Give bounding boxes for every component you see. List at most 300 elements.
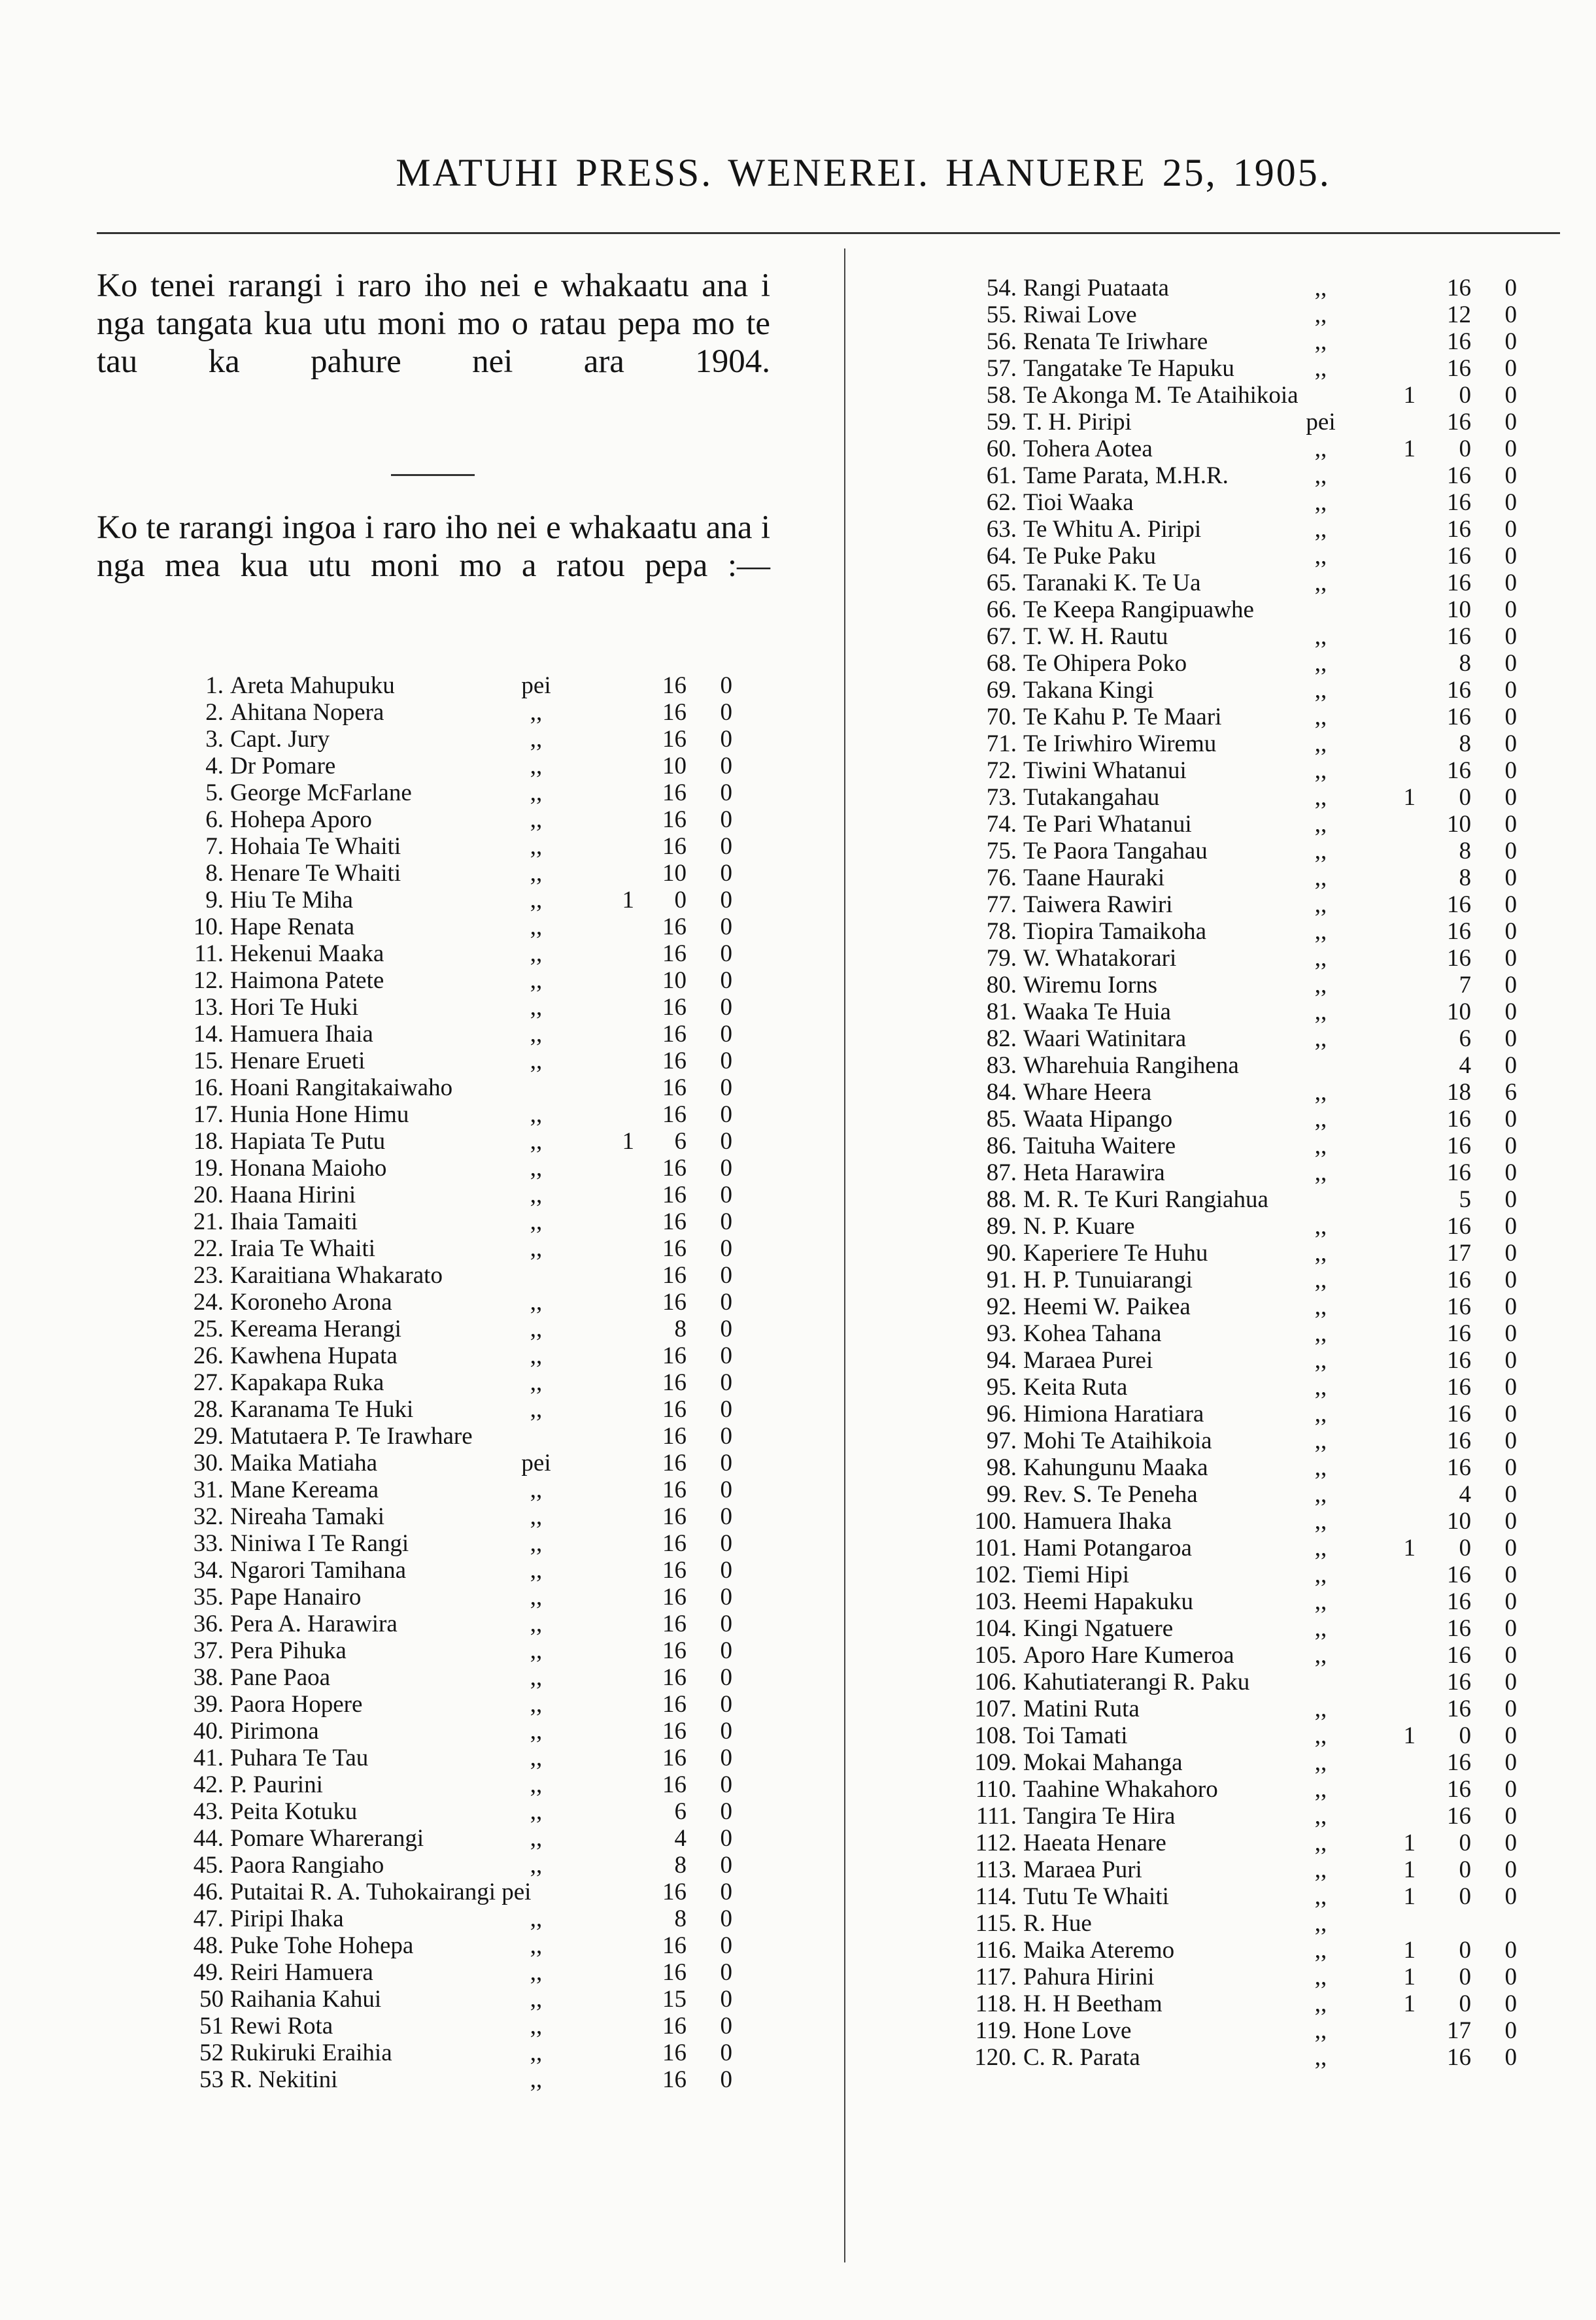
entry-name: Taranaki K. Te Ua	[1023, 570, 1201, 596]
entry-mark: ,,	[530, 1316, 543, 1342]
entry-shil: 16	[1447, 1159, 1471, 1186]
entry-mark: ,,	[1314, 328, 1327, 355]
entry-num: 60.	[986, 435, 1017, 462]
entry-mark: ,,	[530, 967, 543, 994]
entry-shil: 8	[674, 1905, 687, 1932]
entry-name: Matini Ruta	[1023, 1696, 1140, 1722]
entry-name: T. H. Piripi	[1023, 409, 1132, 435]
entry-name: Hoani Rangitakaiwaho	[230, 1074, 453, 1101]
entry-pence: 0	[720, 1101, 732, 1128]
entry-name: Te Whitu A. Piripi	[1023, 516, 1202, 543]
entry-mark: ,,	[1314, 1561, 1327, 1588]
entry-num: 28.	[193, 1396, 224, 1423]
entry-num: 24.	[193, 1289, 224, 1316]
entry-shil: 16	[662, 1369, 687, 1396]
entry-name: Hone Love	[1023, 2017, 1132, 2044]
entry-mark: ,,	[530, 887, 543, 913]
entry-mark: ,,	[530, 1342, 543, 1369]
entry-name: Kohea Tahana	[1023, 1320, 1162, 1347]
entry-name: Toi Tamati	[1023, 1722, 1128, 1749]
entry-name: Te Puke Paku	[1023, 543, 1156, 570]
entry-num: 59.	[986, 409, 1017, 435]
entry-mark: ,,	[1314, 1267, 1327, 1293]
entry-name: Himiona Haratiara	[1023, 1401, 1204, 1427]
entry-shil: 16	[1447, 1561, 1471, 1588]
entry-mark: ,,	[530, 994, 543, 1021]
entry-name: Hohaia Te Whaiti	[230, 833, 401, 860]
entry-pence: 0	[720, 887, 732, 913]
entry-pence: 0	[1504, 1803, 1517, 1830]
entry-mark: ,,	[1314, 1374, 1327, 1401]
entry-name: Hohepa Aporo	[230, 806, 372, 833]
entry-mark: ,,	[530, 1691, 543, 1718]
entry-pence: 0	[1504, 1213, 1517, 1240]
entry-mark: ,,	[530, 2066, 543, 2093]
entry-shil: 17	[1447, 1240, 1471, 1267]
entry-shil: 16	[662, 1664, 687, 1691]
entry-mark: ,,	[1314, 1615, 1327, 1642]
entry-name: Ahitana Nopera	[230, 699, 384, 726]
entry-num: 100.	[974, 1508, 1017, 1535]
entry-pence: 0	[720, 2013, 732, 2039]
entry-shil: 16	[1447, 1642, 1471, 1669]
entry-num: 7.	[205, 833, 224, 860]
entry-pence: 0	[720, 1450, 732, 1476]
entry-num: 94.	[986, 1347, 1017, 1374]
entry-num: 13.	[193, 994, 224, 1021]
entry-num: 34.	[193, 1557, 224, 1584]
entry-pence: 0	[720, 1128, 732, 1155]
entry-name: Heta Harawira	[1023, 1159, 1165, 1186]
entry-pence: 0	[1504, 730, 1517, 757]
entry-pence: 0	[1504, 1347, 1517, 1374]
entry-name: R. Hue	[1023, 1910, 1092, 1937]
intro-text-2: Ko te rarangi ingoa i raro iho nei e whakaatu ana i nga mea kua utu moni mo a ratou pepa :—	[97, 509, 770, 584]
entry-shil: 16	[662, 913, 687, 940]
entry-shil: 16	[1447, 1320, 1471, 1347]
entry-num: 40.	[193, 1718, 224, 1745]
entry-mark: ,,	[530, 1932, 543, 1959]
entry-num: 86.	[986, 1133, 1017, 1159]
entry-pence: 0	[1504, 516, 1517, 543]
entry-mark: ,,	[1314, 945, 1327, 972]
entry-name: Te Pari Whatanui	[1023, 811, 1192, 838]
entry-num: 88.	[986, 1186, 1017, 1213]
entry-mark: ,,	[530, 860, 543, 887]
entry-pence: 0	[720, 1664, 732, 1691]
entry-mark: ,,	[530, 1182, 543, 1208]
entry-pence: 0	[1504, 1508, 1517, 1535]
entry-pence: 0	[1504, 623, 1517, 650]
entry-pence: 0	[1504, 462, 1517, 489]
entry-num: 27.	[193, 1369, 224, 1396]
entry-shil: 16	[662, 1423, 687, 1450]
entry-mark: ,,	[530, 1021, 543, 1048]
entry-num: 98.	[986, 1454, 1017, 1481]
entry-shil: 16	[1447, 1588, 1471, 1615]
entry-name: Iraia Te Whaiti	[230, 1235, 376, 1262]
entry-shil: 16	[1447, 2044, 1471, 2071]
entry-pence: 0	[720, 1584, 732, 1611]
entry-shil: 10	[662, 967, 687, 994]
entry-pence: 0	[1504, 650, 1517, 677]
entry-name: Haeata Henare	[1023, 1830, 1166, 1856]
entry-num: 8.	[205, 860, 224, 887]
entry-num: 41.	[193, 1745, 224, 1771]
entry-shil: 6	[674, 1798, 687, 1825]
entry-num: 84.	[986, 1079, 1017, 1106]
entry-name: Te Ohipera Poko	[1023, 650, 1187, 677]
entry-mark: ,,	[1314, 1642, 1327, 1669]
entry-num: 47.	[193, 1905, 224, 1932]
entry-name: Haana Hirini	[230, 1182, 356, 1208]
entry-pence: 0	[720, 860, 732, 887]
entry-num: 107.	[974, 1696, 1017, 1722]
entry-mark: ,,	[530, 1584, 543, 1611]
entry-pence: 0	[720, 1503, 732, 1530]
entry-num: 66.	[986, 596, 1017, 623]
entry-pence: 0	[720, 1182, 732, 1208]
entry-mark: ,,	[1314, 1830, 1327, 1856]
entry-pence: 0	[720, 1155, 732, 1182]
entry-mark: ,,	[530, 1208, 543, 1235]
entry-mark: ,,	[530, 940, 543, 967]
entry-mark: ,,	[1314, 650, 1327, 677]
entry-name: Puke Tohe Hohepa	[230, 1932, 414, 1959]
entry-shil: 16	[662, 779, 687, 806]
entry-pence: 0	[720, 1798, 732, 1825]
entry-num: 118.	[975, 1990, 1017, 2017]
entry-mark: ,,	[530, 2039, 543, 2066]
entry-name: Tioi Waaka	[1023, 489, 1134, 516]
entry-num: 65.	[986, 570, 1017, 596]
entry-pence: 0	[1504, 918, 1517, 945]
entry-name: Riwai Love	[1023, 301, 1137, 328]
entry-shil: 4	[1459, 1481, 1471, 1508]
entry-name: R. Nekitini	[230, 2066, 338, 2093]
entry-pence: 0	[1504, 998, 1517, 1025]
entry-pence: 0	[720, 1342, 732, 1369]
entry-pence: 0	[720, 1396, 732, 1423]
entry-pence: 0	[1504, 275, 1517, 301]
entry-num: 62.	[986, 489, 1017, 516]
entry-shil: 16	[1447, 570, 1471, 596]
entry-num: 87.	[986, 1159, 1017, 1186]
entry-name: Hunia Hone Himu	[230, 1101, 409, 1128]
entry-shil: 16	[1447, 623, 1471, 650]
entry-num: 43.	[193, 1798, 224, 1825]
entry-name: T. W. H. Rautu	[1023, 623, 1168, 650]
entry-shil: 16	[662, 2039, 687, 2066]
entry-shil: 16	[1447, 1427, 1471, 1454]
entry-num: 32.	[193, 1503, 224, 1530]
entry-pence: 0	[720, 1476, 732, 1503]
entry-mark: ,,	[530, 806, 543, 833]
entry-pence: 0	[1504, 1696, 1517, 1722]
entry-mark: ,,	[530, 1986, 543, 2013]
entry-mark: ,,	[530, 1101, 543, 1128]
entry-name: Maika Matiaha	[230, 1450, 377, 1476]
entry-shil: 7	[1459, 972, 1471, 998]
entry-num: 63.	[986, 516, 1017, 543]
entry-shil: 16	[662, 1074, 687, 1101]
entry-mark: ,,	[1314, 730, 1327, 757]
entry-num: 69.	[986, 677, 1017, 704]
entry-mark: ,,	[530, 833, 543, 860]
entry-name: Waari Watinitara	[1023, 1025, 1187, 1052]
entry-mark: ,,	[1314, 1722, 1327, 1749]
entry-name: Taane Hauraki	[1023, 864, 1165, 891]
entry-shil: 16	[1447, 1106, 1471, 1133]
entry-shil: 8	[674, 1852, 687, 1879]
entry-mark: ,,	[530, 1771, 543, 1798]
entry-num: 114.	[975, 1883, 1017, 1910]
entry-pence: 0	[1504, 1990, 1517, 2017]
entry-pence: 0	[720, 672, 732, 699]
entry-shil: 8	[674, 1316, 687, 1342]
entry-name: Putaitai R. A. Tuhokairangi pei	[230, 1879, 532, 1905]
entry-name: George McFarlane	[230, 779, 412, 806]
entry-shil: 16	[662, 1557, 687, 1584]
entry-pence: 0	[1504, 1320, 1517, 1347]
entry-num: 10.	[193, 913, 224, 940]
column-divider	[844, 248, 845, 2262]
entry-pence: 0	[1504, 328, 1517, 355]
entry-mark: ,,	[1314, 1106, 1327, 1133]
entry-shil: 16	[1447, 1749, 1471, 1776]
entry-shil: 6	[1459, 1025, 1471, 1052]
entry-num: 2.	[205, 699, 224, 726]
entry-num: 44.	[193, 1825, 224, 1852]
entry-num: 17.	[193, 1101, 224, 1128]
entry-mark: ,,	[530, 2013, 543, 2039]
entry-mark: ,,	[1314, 811, 1327, 838]
entry-name: Keita Ruta	[1023, 1374, 1128, 1401]
entry-shil: 16	[662, 1745, 687, 1771]
entry-num: 80.	[986, 972, 1017, 998]
entry-shil: 16	[1447, 1669, 1471, 1696]
entry-mark: ,,	[530, 1611, 543, 1637]
entry-mark: ,,	[1314, 1347, 1327, 1374]
entry-name: Hamuera Ihaia	[230, 1021, 373, 1048]
entry-name: Paora Rangiaho	[230, 1852, 384, 1879]
entry-pence: 0	[720, 1959, 732, 1986]
entry-shil: 16	[662, 1262, 687, 1289]
entry-name: Te Paora Tangahau	[1023, 838, 1208, 864]
entry-name: Reiri Hamuera	[230, 1959, 373, 1986]
entry-pence: 0	[720, 1852, 732, 1879]
entry-shil: 16	[662, 806, 687, 833]
entry-num: 73.	[986, 784, 1017, 811]
entry-pence: 0	[720, 1530, 732, 1557]
entry-name: W. Whatakorari	[1023, 945, 1177, 972]
entry-pence: 0	[1504, 1642, 1517, 1669]
entry-pence: 0	[720, 1316, 732, 1342]
entry-shil: 10	[1447, 596, 1471, 623]
entry-shil: 10	[662, 860, 687, 887]
entry-shil: 0	[1459, 1830, 1471, 1856]
header-rule	[97, 232, 1560, 234]
entry-name: Pape Hanairo	[230, 1584, 362, 1611]
entry-pence: 0	[1504, 811, 1517, 838]
entry-name: Kahungunu Maaka	[1023, 1454, 1208, 1481]
entry-mark: ,,	[1314, 1937, 1327, 1964]
intro-text-1: Ko tenei rarangi i raro iho nei e whakaatu ana i nga tangata kua utu moni mo o ratau pepa mo te tau ka pahure nei ara 1904.	[97, 267, 770, 380]
entry-pence: 0	[720, 753, 732, 779]
entry-name: Kahutiaterangi R. Paku	[1023, 1669, 1250, 1696]
entry-shil: 0	[1459, 1937, 1471, 1964]
entry-mark: ,,	[1314, 918, 1327, 945]
entry-name: Pera A. Harawira	[230, 1611, 398, 1637]
entry-num: 113.	[975, 1856, 1017, 1883]
entry-shil: 16	[1447, 918, 1471, 945]
entry-pence: 0	[720, 1745, 732, 1771]
entry-pence: 0	[1504, 704, 1517, 730]
entry-mark: ,,	[1314, 864, 1327, 891]
entry-num: 3.	[205, 726, 224, 753]
entry-num: 82.	[986, 1025, 1017, 1052]
entry-shil: 16	[662, 1101, 687, 1128]
entry-num: 36.	[193, 1611, 224, 1637]
entry-mark: pei	[521, 1450, 551, 1476]
entry-pound: 1	[1403, 435, 1416, 462]
entry-num: 89.	[986, 1213, 1017, 1240]
entry-shil: 16	[1447, 1454, 1471, 1481]
entry-pence: 0	[1504, 891, 1517, 918]
entry-shil: 16	[1447, 1803, 1471, 1830]
entry-num: 67.	[986, 623, 1017, 650]
entry-shil: 10	[662, 753, 687, 779]
entry-name: Kaperiere Te Huhu	[1023, 1240, 1208, 1267]
entry-mark: ,,	[530, 1798, 543, 1825]
entry-shil: 16	[662, 1530, 687, 1557]
entry-name: Hiu Te Miha	[230, 887, 353, 913]
entry-shil: 16	[662, 1048, 687, 1074]
entry-mark: pei	[1306, 409, 1336, 435]
entry-num: 30.	[193, 1450, 224, 1476]
entry-num: 68.	[986, 650, 1017, 677]
entry-shil: 16	[662, 1289, 687, 1316]
entry-name: Karanama Te Huki	[230, 1396, 414, 1423]
entry-num: 119.	[975, 2017, 1017, 2044]
entry-pence: 0	[1504, 945, 1517, 972]
entry-pence: 0	[1504, 1669, 1517, 1696]
entry-name: Rangi Puataata	[1023, 275, 1169, 301]
entry-name: Niniwa I Te Rangi	[230, 1530, 409, 1557]
entry-mark: ,,	[1314, 757, 1327, 784]
entry-name: Tutakangahau	[1023, 784, 1160, 811]
entry-pence: 0	[1504, 1133, 1517, 1159]
entry-name: M. R. Te Kuri Rangiahua	[1023, 1186, 1268, 1213]
entry-num: 5.	[205, 779, 224, 806]
entry-mark: ,,	[1314, 1401, 1327, 1427]
entry-mark: ,,	[1314, 2044, 1327, 2071]
entry-mark: ,,	[1314, 891, 1327, 918]
entry-shil: 16	[662, 994, 687, 1021]
entry-shil: 6	[674, 1128, 687, 1155]
entry-shil: 0	[1459, 1722, 1471, 1749]
entry-num: 45.	[193, 1852, 224, 1879]
entry-pence: 0	[1504, 1159, 1517, 1186]
entry-num: 29.	[193, 1423, 224, 1450]
entry-mark: ,,	[1314, 677, 1327, 704]
entry-pence: 0	[1504, 543, 1517, 570]
entry-shil: 16	[662, 1235, 687, 1262]
entry-shil: 0	[1459, 1964, 1471, 1990]
entry-pence: 0	[720, 833, 732, 860]
entry-num: 12.	[193, 967, 224, 994]
intro-paragraph-2	[97, 509, 770, 585]
entry-name: Whare Heera	[1023, 1079, 1152, 1106]
entry-num: 83.	[986, 1052, 1017, 1079]
entry-name: Hami Potangaroa	[1023, 1535, 1192, 1561]
entry-shil: 16	[662, 1584, 687, 1611]
entry-pence: 0	[720, 940, 732, 967]
entry-shil: 16	[662, 833, 687, 860]
entry-num: 116.	[975, 1937, 1017, 1964]
entry-mark: ,,	[530, 1396, 543, 1423]
entry-name: Tame Parata, M.H.R.	[1023, 462, 1229, 489]
entry-num: 85.	[986, 1106, 1017, 1133]
entry-pence: 6	[1504, 1079, 1517, 1106]
entry-num: 39.	[193, 1691, 224, 1718]
entry-name: Rewi Rota	[230, 2013, 333, 2039]
entry-mark: ,,	[530, 1503, 543, 1530]
entry-pence: 0	[720, 1021, 732, 1048]
entry-name: Waaka Te Huia	[1023, 998, 1171, 1025]
entry-shil: 0	[1459, 784, 1471, 811]
entry-name: Tiopira Tamaikoha	[1023, 918, 1207, 945]
entry-shil: 16	[1447, 543, 1471, 570]
entry-pence: 0	[720, 1208, 732, 1235]
entry-name: Peita Kotuku	[230, 1798, 358, 1825]
entry-shil: 16	[662, 1208, 687, 1235]
entry-shil: 8	[1459, 650, 1471, 677]
entry-num: 54.	[986, 275, 1017, 301]
entry-mark: ,,	[530, 1718, 543, 1745]
entry-num: 31.	[193, 1476, 224, 1503]
entry-name: Tutu Te Whaiti	[1023, 1883, 1169, 1910]
entry-num: 11.	[194, 940, 224, 967]
entry-num: 33.	[193, 1530, 224, 1557]
entry-mark: ,,	[1314, 1133, 1327, 1159]
entry-name: Aporo Hare Kumeroa	[1023, 1642, 1234, 1669]
entry-mark: ,,	[1314, 1776, 1327, 1803]
entry-pence: 0	[720, 1369, 732, 1396]
entry-shil: 16	[662, 1476, 687, 1503]
entry-pence: 0	[720, 2039, 732, 2066]
entry-mark: ,,	[1314, 1079, 1327, 1106]
entry-num: 96.	[986, 1401, 1017, 1427]
entry-shil: 12	[1447, 301, 1471, 328]
entry-num: 78.	[986, 918, 1017, 945]
entry-pence: 0	[720, 806, 732, 833]
entry-shil: 17	[1447, 2017, 1471, 2044]
entry-name: Rukiruki Eraihia	[230, 2039, 392, 2066]
entry-shil: 16	[1447, 1347, 1471, 1374]
entry-shil: 15	[662, 1986, 687, 2013]
entry-shil: 16	[662, 1611, 687, 1637]
entry-shil: 0	[674, 887, 687, 913]
entry-mark: ,,	[530, 1235, 543, 1262]
entry-mark: ,,	[1314, 1990, 1327, 2017]
entry-num: 103.	[974, 1588, 1017, 1615]
entry-num: 52	[199, 2039, 224, 2066]
section-divider	[391, 474, 475, 476]
entry-num: 91.	[986, 1267, 1017, 1293]
entry-pence: 0	[720, 1986, 732, 2013]
entry-pence: 0	[720, 1905, 732, 1932]
